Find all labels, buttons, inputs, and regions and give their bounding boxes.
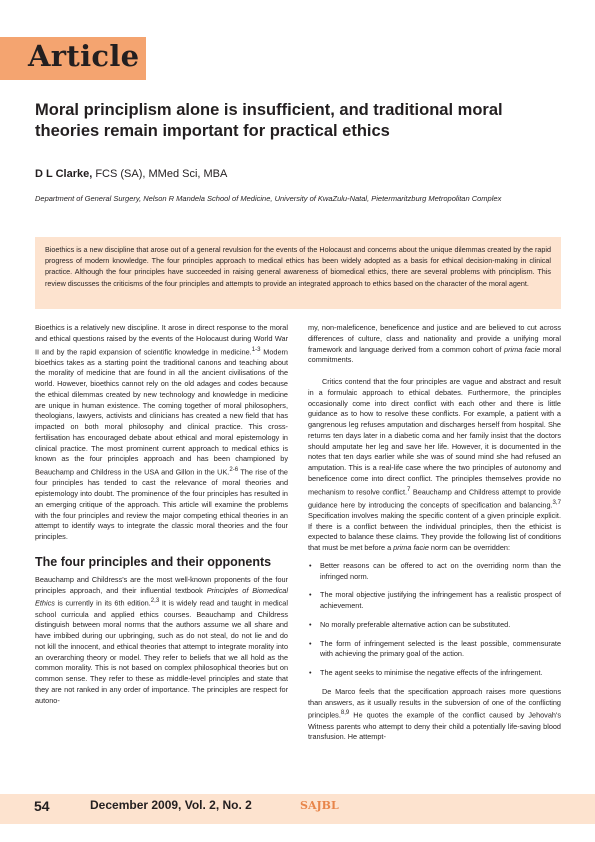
conditions-list	[308, 561, 561, 679]
text-span: Beauchamp and Childress's are the most well-known proponents of the four principles approach, and their influential textbook	[35, 574, 288, 595]
list-item: • The form of infringement selected is the least possible, commensurate with achieving the primary goal of the action.	[308, 639, 561, 661]
demarco-paragraph	[308, 687, 561, 743]
text-span: is currently in its 6th edition.	[54, 598, 151, 608]
author-name: D L Clarke,	[35, 168, 93, 180]
text-span: De Marco feels that the specification approach raises more questions than answers, as it usually results in the subversion of one of the conflicting principles.	[308, 686, 561, 720]
list-item: • The moral objective justifying the infringement has a realistic prospect of achievement.	[308, 590, 561, 612]
continuation-paragraph	[308, 323, 561, 366]
italic-term: prima facie	[504, 344, 541, 354]
reference: 7	[407, 485, 411, 493]
intro-paragraph	[35, 323, 288, 543]
abstract-text: Bioethics is a new discipline that arose out of a general revulsion for the events of the Holocaust and concerns about the unique dilemmas created by the rapid progress of modern knowledge. The four principles approach to medical ethics has been widely adopted as a basis for ethical decision-making in clinical practice. Although the four principles have succeeded in raising general awareness of biomedical ethics, there are several problems with principlism. This review discusses the criticisms of the four principles and attempts to provide an integrated approach to ethics based on the character of the moral agent.	[45, 245, 551, 288]
reference: 8,9	[340, 709, 350, 717]
section-heading: The four principles and their opponents	[35, 554, 272, 569]
reference: 2-6	[229, 466, 239, 474]
reference: 2,3	[150, 597, 160, 605]
abstract-box	[35, 237, 561, 309]
list-item: • The agent seeks to minimise the negative effects of the infringement.	[308, 668, 561, 679]
page-footer	[0, 794, 595, 824]
text-span: my, non-maleficence, beneficence and justice and are believed to cut across differences of culture, class and nationality and provide a unifying moral framework and language derived from a common cohort of	[308, 323, 561, 354]
affiliation: Department of General Surgery, Nelson R Mandela School of Medicine, University of KwaZulu-Natal, Pietermaritzburg Metropolitan Complex	[35, 194, 502, 203]
list-item: • No morally preferable alternative action can be substituted.	[308, 620, 561, 631]
author-credentials: FCS (SA), MMed Sci, MBA	[92, 168, 228, 180]
article-section-tab	[0, 37, 146, 80]
text-span: He quotes the example of the conflict caused by Jehovah's Witness parents who attempt to deny their child a potentially life-saving blood transfusion. He attempt-	[308, 710, 561, 742]
article-title: Moral principlism alone is insufficient, and traditional moral theories remain important for practical ethics	[35, 101, 503, 140]
section-label: Article	[28, 39, 140, 73]
author-line	[35, 168, 227, 180]
reference: 3,7	[552, 498, 561, 506]
text-span: moral commitments.	[308, 344, 562, 365]
text-span: Bioethics is a relatively new discipline. It arose in direct response to the moral and ethical questions raised by the events of the Holocaust during World War II and by the rapid expansion of scientific knowledge in medicine.	[35, 323, 288, 356]
text-span: Critics contend that the four principles are vague and abstract and result in a formulaic approach to ethical debates. Furthermore, the principles occasionally come into direct conflict with each other and there is little guidance as to how to resolve these conflicts. For example, a patient with a gangrenous leg refuses amputation and discharges herself from hospital. She returns ten days later in a diabetic coma and her family insist that the doctors should amputate her leg and save her life. However, it is documented in the notes that ten days earlier while she was of sound mind she had refused an amputation. This is a real-life case where the two principles of autonomy and beneficence come into direct conflict. The principles themselves provide no mechanism to resolve conflict.	[308, 377, 561, 496]
section-paragraph	[35, 575, 288, 706]
page-number: 54	[34, 798, 50, 814]
journal-logo: SAJBL	[300, 799, 339, 812]
book-title: Principles of Biomedical Ethics	[35, 585, 288, 608]
critics-paragraph	[308, 377, 561, 554]
text-span: Modern bioethics takes as a starting point the traditional canons and teaching about the morality of medicine that are found in all the ancient civilisations of the world. However, bioethics cannot rely on the old adages and codes because the ethical dilemmas created by new technology and knowledge in medicine are unique in human existence. The coming together of moral philosophers, theologians, lawyers, activists and clinicians has created a new field that has impacted on both moral philosophy and clinical practice. This cross-fertilisation has encouraged debate about ethical and moral epistemology in clinical practice. The most prominent current approach to medical ethics is known as the four principles approach and has been championed by Beauchamp and Childress in the USA and Gillon in the UK.	[35, 346, 288, 477]
text-span: The rise of the four principles has tended to cast the relevance of moral theories and epistemology into doubt. The prominence of the four principles has resulted in an emerging critique of the approach. This article will examine the problems with the four principles and review the major competing ethical theories in an attempt to identify ways to integrate the classic moral theories and the four principles.	[35, 467, 288, 542]
reference: 1-3	[251, 345, 261, 353]
issue-info: December 2009, Vol. 2, No. 2	[90, 798, 252, 812]
left-column	[35, 323, 288, 706]
italic-term: prima facie	[393, 543, 429, 553]
right-column	[308, 323, 561, 743]
list-item: • Better reasons can be offered to act on the overriding norm than the infringed norm.	[308, 561, 561, 583]
text-span: Specification involves making the specific content of a given principle explicit. If there is a conflict between the individual principles, then the ethicist is expected to balance these claims. They provide the following list of conditions that must be met before a	[308, 510, 561, 553]
text-span: norm can be overridden:	[428, 543, 510, 553]
text-span: Beauchamp and Childress attempt to provide guidance here by introducing the concepts of specification and balancing.	[308, 486, 561, 510]
text-span: It is widely read and taught in medical school curricula and applied ethics courses. Beauchamp and Childress distinguish between moral norms that the authors assume we all share and have imbibed during our upbringing, such as do not steal, do not lie and do not kill the innocent, and ethical theories that attempt to integrate morality into an overarching theory or model. They refer to beliefs that we all hold as the common morality. This is not based on complex philosophical theories but on common sense. They refer to these as middle-level principles and state that they are not ranked in any order of importance. The principles are respect for autono-	[35, 598, 288, 705]
